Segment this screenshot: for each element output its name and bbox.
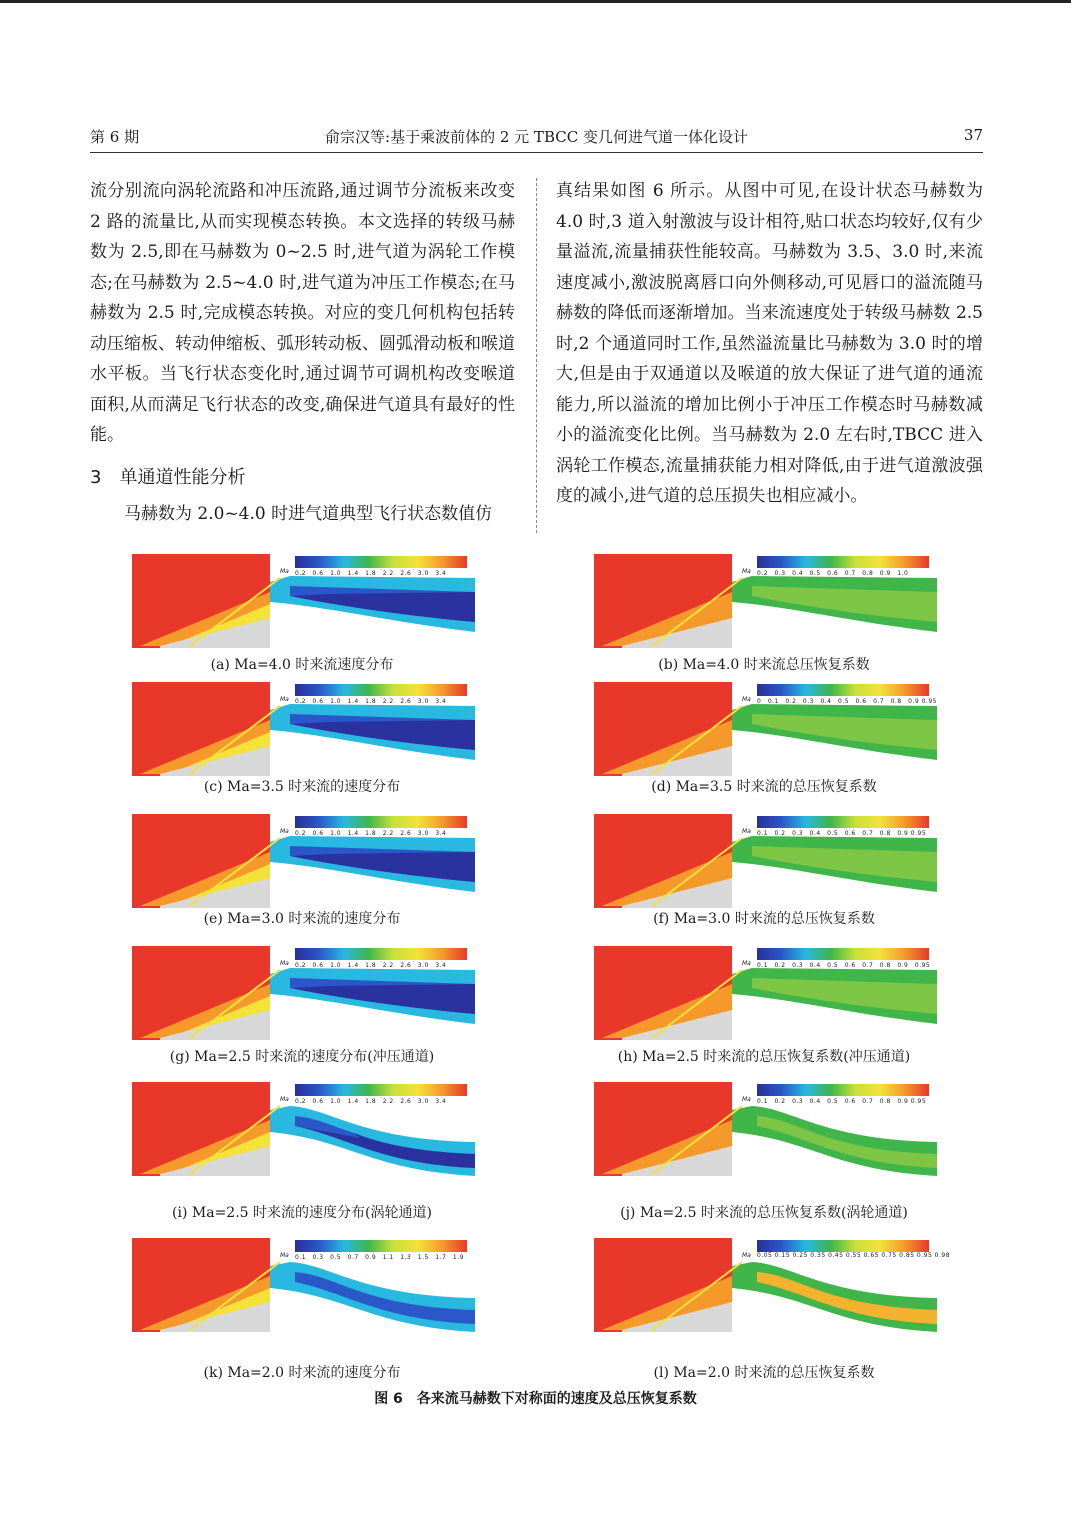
colorbar [295,684,467,696]
figure-title: 图 6 各来流马赫数下对称面的速度及总压恢复系数 [374,1391,697,1407]
top-bar [0,0,1071,3]
colorbar-ticks: 0.2 0.3 0.4 0.5 0.6 0.7 0.8 0.9 1.0 [757,570,909,577]
colorbar [757,948,929,960]
panel-caption-d: (d) Ma=3.5 时来流的总压恢复系数 [651,779,877,795]
colorbar-ticks: 0.1 0.2 0.3 0.4 0.5 0.6 0.7 0.8 0.9 0.95 [757,1098,927,1105]
panel-caption-c: (c) Ma=3.5 时来流的速度分布 [203,779,401,795]
colorbar-label: Ma [742,828,751,835]
colorbar-label: Ma [280,828,289,835]
colorbar-ticks: 0.1 0.2 0.3 0.4 0.5 0.6 0.7 0.8 0.9 0.95 [757,830,927,837]
colorbar-ticks: 0.1 0.2 0.3 0.4 0.5 0.6 0.7 0.8 0.9 0.95 [757,962,931,969]
colorbar-label: Ma [742,696,751,703]
left-paragraph-2: 马赫数为 2.0~4.0 时进气道典型飞行状态数值仿 [124,504,493,524]
left-paragraph-1: 流分别流向涡轮流路和冲压流路,通过调节分流板来改变 2 路的流量比,从而实现模态转换。本文选择的转级马赫数为 2.5,即在马赫数为 0~2.5 时,进气道为涡轮工作模态;在马赫数为 2.5~4.0 时,进气道为冲压工作模态;在马赫数为 2.5 时,完成模态转换。对应的变几何机构包括转动压缩板、转动伸缩板、弧形转动板、圆弧滑动板和喉道水平板。当飞行状态变化时,通过调节可调机构改变喉道面积,从而满足飞行状态的改变,确保进气道具有最好的性能。 [90,181,515,445]
colorbar-ticks: 0.05 0.15 0.25 0.35 0.45 0.55 0.65 0.75 0.85 0.95 0.98 [757,1252,951,1259]
panel-caption-h: (h) Ma=2.5 时来流的总压恢复系数(冲压通道) [617,1049,911,1065]
colorbar-label: Ma [280,568,289,575]
column-divider [536,178,537,533]
right-paragraph-1: 真结果如图 6 所示。从图中可见,在设计状态马赫数为 4.0 时,3 道入射激波与设计相符,贴口状态均较好,仅有少量溢流,流量捕获性能较高。马赫数为 3.5、3.0 时,来流速度减小,激波脱离唇口向外侧移动,可见唇口的溢流随马赫数的降低而逐渐增加。当来流速度处于转级马赫数 2.5 时,2 个通道同时工作,虽然溢流量比马赫数为 3.0 时的增大,但是由于双通道以及喉道的放大保证了进气道的通流能力,所以溢流的增加比例小于冲压工作模态时马赫数减小的溢流变化比例。当马赫数为 2.0 左右时,TBCC 进入涡轮工作模态,流量捕获能力相对降低,由于进气道激波强度的减小,进气道的总压损失也相应减小。 [556,181,983,506]
colorbar-label: Ma [280,1096,289,1103]
colorbar-label: Ma [742,568,751,575]
panel-caption-f: (f) Ma=3.0 时来流的总压恢复系数 [653,911,875,927]
colorbar-label: Ma [280,696,289,703]
colorbar [757,684,929,696]
panel-caption-a: (a) Ma=4.0 时来流速度分布 [210,657,394,673]
colorbar [295,948,467,960]
colorbar [757,816,929,828]
colorbar-ticks: 0.2 0.6 1.0 1.4 1.8 2.2 2.6 3.0 3.4 [295,962,447,969]
right-column [556,176,983,512]
colorbar-ticks: 0.2 0.6 1.0 1.4 1.8 2.2 2.6 3.0 3.4 [295,698,447,705]
panel-caption-l: (l) Ma=2.0 时来流的总压恢复系数 [653,1365,875,1381]
running-title: 俞宗汉等:基于乘波前体的 2 元 TBCC 变几何进气道一体化设计 [325,128,748,146]
panel-caption-b: (b) Ma=4.0 时来流总压恢复系数 [658,657,870,673]
colorbar [757,1084,929,1096]
colorbar-label: Ma [742,1252,751,1259]
colorbar [295,1084,467,1096]
colorbar [295,556,467,568]
colorbar-ticks: 0.2 0.6 1.0 1.4 1.8 2.2 2.6 3.0 3.4 [295,830,447,837]
colorbar-label: Ma [742,1096,751,1103]
colorbar-ticks: 0.2 0.6 1.0 1.4 1.8 2.2 2.6 3.0 3.4 [295,1098,447,1105]
colorbar-ticks: 0.2 0.6 1.0 1.4 1.8 2.2 2.6 3.0 3.4 [295,570,447,577]
panel-caption-e: (e) Ma=3.0 时来流的速度分布 [203,911,401,927]
colorbar-label: Ma [280,1252,289,1259]
running-header [90,126,983,148]
panel-caption-g: (g) Ma=2.5 时来流的速度分布(冲压通道) [169,1049,435,1065]
colorbar [757,1240,929,1252]
panel-caption-k: (k) Ma=2.0 时来流的速度分布 [203,1365,401,1381]
colorbar-label: Ma [280,960,289,967]
issue-number: 第 6 期 [90,128,140,146]
header-rule [90,152,983,153]
colorbar-label: Ma [742,960,751,967]
panel-caption-i: (i) Ma=2.5 时来流的速度分布(涡轮通道) [172,1205,432,1221]
section-heading: 3 单通道性能分析 [90,466,246,488]
colorbar-ticks: 0.1 0.3 0.5 0.7 0.9 1.1 1.3 1.5 1.7 1.9 [295,1254,464,1261]
colorbar [295,1240,467,1252]
colorbar [295,816,467,828]
left-column [90,176,515,530]
page-number: 37 [963,126,983,144]
colorbar [757,556,929,568]
colorbar-ticks: 0 0.1 0.2 0.3 0.4 0.5 0.6 0.7 0.8 0.9 0.95 [757,698,937,705]
panel-caption-j: (j) Ma=2.5 时来流的总压恢复系数(涡轮通道) [620,1205,908,1221]
